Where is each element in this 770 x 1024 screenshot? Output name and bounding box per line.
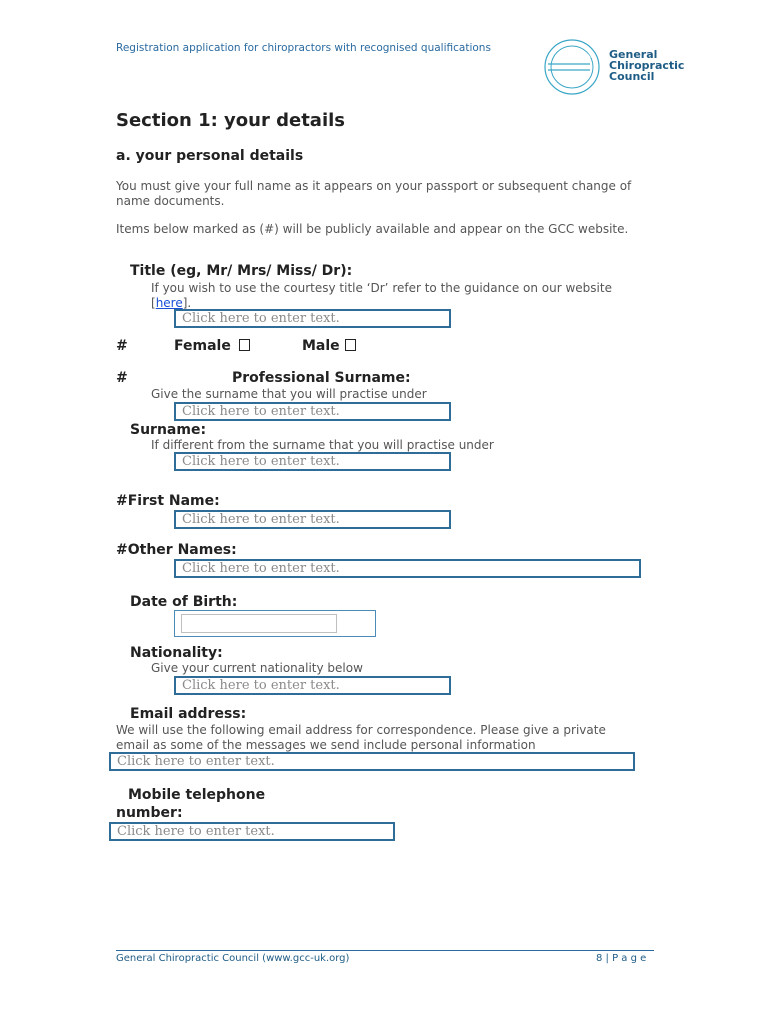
- document-header: Registration application for chiropractors with recognised qualifications: [116, 42, 491, 54]
- mobile-label-line2: number:: [116, 805, 183, 821]
- surname-label: Surname:: [130, 422, 207, 438]
- other-names-input[interactable]: Click here to enter text.: [174, 559, 641, 578]
- male-option: Male: [302, 338, 356, 354]
- gcc-logo-text: General Chiropractic Council: [609, 48, 685, 83]
- email-hint: We will use the following email address for correspondence. Please give a private email as some of the messages we send include personal information: [116, 723, 606, 752]
- intro-paragraph-name: You must give your full name as it appears on your passport or subsequent change of name documents.: [116, 179, 632, 208]
- email-label: Email address:: [130, 706, 247, 722]
- professional-surname-label: Professional Surname:: [232, 370, 411, 386]
- section-subtitle: a. your personal details: [116, 148, 304, 164]
- mobile-input[interactable]: Click here to enter text.: [109, 822, 395, 841]
- email-input[interactable]: Click here to enter text.: [109, 752, 635, 771]
- male-checkbox[interactable]: [345, 339, 356, 351]
- guidance-link[interactable]: here: [155, 295, 183, 310]
- page-number: 8 | P a g e: [596, 953, 647, 964]
- intro-paragraph-public: Items below marked as (#) will be publicly available and appear on the GCC website.: [116, 222, 629, 236]
- professional-surname-input[interactable]: Click here to enter text.: [174, 402, 451, 421]
- nationality-hint: Give your current nationality below: [151, 661, 363, 675]
- footer-org: General Chiropractic Council (www.gcc-uk.org): [116, 953, 350, 964]
- nationality-input[interactable]: Click here to enter text.: [174, 676, 451, 695]
- female-option: Female: [174, 338, 250, 354]
- section-title: Section 1: your details: [116, 110, 346, 131]
- public-marker: #: [116, 338, 128, 354]
- dob-label: Date of Birth:: [130, 594, 238, 610]
- surname-input[interactable]: Click here to enter text.: [174, 452, 451, 471]
- dob-input[interactable]: [181, 614, 337, 633]
- first-name-input[interactable]: Click here to enter text.: [174, 510, 451, 529]
- professional-surname-hint: Give the surname that you will practise under: [151, 387, 427, 401]
- footer-divider: [116, 950, 654, 951]
- title-input[interactable]: Click here to enter text.: [174, 309, 451, 328]
- female-checkbox[interactable]: [239, 339, 250, 351]
- surname-hint: If different from the surname that you will practise under: [151, 438, 494, 452]
- other-names-label: #Other Names:: [116, 542, 237, 558]
- first-name-label: #First Name:: [116, 493, 220, 509]
- title-label: Title (eg, Mr/ Mrs/ Miss/ Dr):: [130, 263, 353, 279]
- title-hint: If you wish to use the courtesy title ‘Dr’ refer to the guidance on our website [here].: [151, 281, 612, 310]
- public-marker: #: [116, 370, 128, 386]
- nationality-label: Nationality:: [130, 645, 223, 661]
- mobile-label: Mobile telephone: [128, 787, 266, 803]
